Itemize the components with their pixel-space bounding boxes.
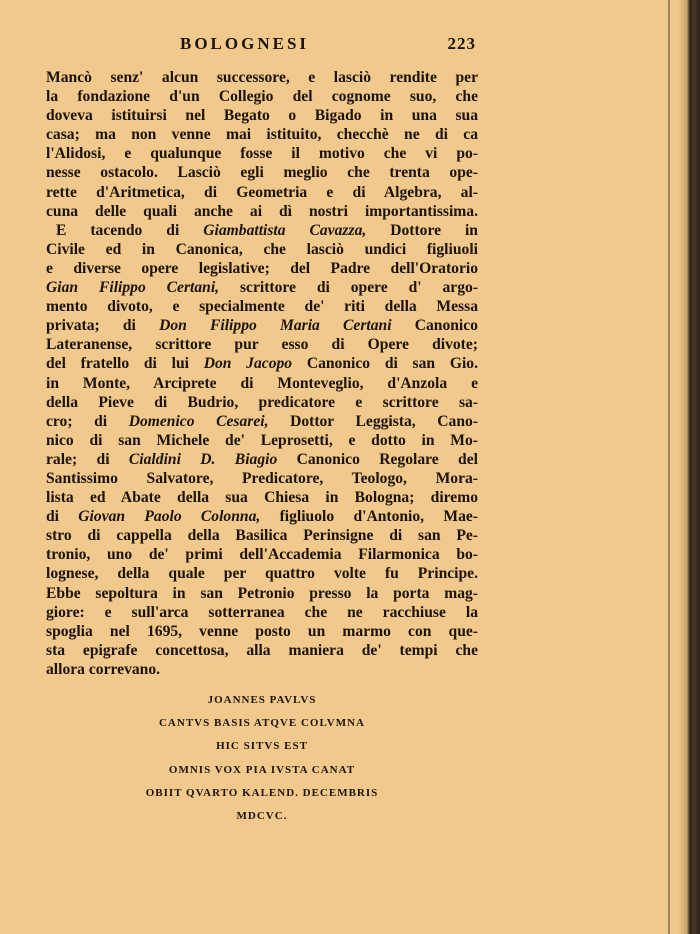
italic-name: Cialdini D. Biagio [128,450,278,468]
text-run: rale; di [46,450,129,468]
text-line [46,335,478,354]
text-run: cuna delle quali anche ai dì nostri importantissima. [46,202,478,220]
text-run: l'Alidosi, e qualunque fosse il motivo che vi po- [46,145,478,163]
text-line [46,68,478,87]
text-run: lista ed Abate della sua Chiesa in Bologna; diremo [46,489,478,507]
text-line [46,259,478,278]
italic-name: Don Filippo Maria Certani [159,317,392,335]
text-line [46,240,478,259]
text-run: spoglia nel 1695, venne posto un marmo con que- [46,622,478,640]
text-line [46,603,478,622]
italic-name: Giambattista Cavazza, [203,221,367,239]
text-run: figliuolo d'Antonio, Mae- [260,508,478,526]
text-line [46,144,478,163]
text-run: allora correvano. [46,660,161,678]
page-fold-line [668,0,670,934]
text-line [46,584,478,603]
text-run: Canonico di san Gio. [292,355,478,373]
epitaph-line: OBIIT QVARTO KALEND. DECEMBRIS [145,786,379,799]
text-line [46,183,478,202]
text-line [46,221,478,240]
text-run: casa; ma non venne mai istituito, checchè ne di ca [46,126,478,144]
epitaph-line: JOANNES PAVLVS [207,694,317,706]
text-run: cro; di [46,412,129,430]
italic-name: Domenico Cesarei, [128,412,269,430]
text-line [46,412,478,431]
text-run: e diverse opere legislative; del Padre dell'Oratorio [46,259,478,277]
epitaph-line: OMNIS VOX PIA IVSTA CANAT [168,763,356,776]
text-run: stro di cappella della Basilica Perinsigne di san Pe- [46,527,478,545]
page-edge [678,0,700,934]
text-run: del fratello di lui [46,355,204,373]
text-run: Canonico [391,317,478,335]
text-run: mento divoto, e specialmente de' riti della Messa [46,298,478,316]
text-line [46,278,478,297]
text-line [46,316,478,335]
text-line [46,163,478,182]
text-run: nico di san Michele de' Leprosetti, e dotto in Mo- [46,431,478,449]
text-run: Dottore in [366,221,478,239]
text-line [46,450,478,469]
text-line [46,488,478,507]
running-title: BOLOGNESI [180,34,310,53]
epitaph-line: CANTVS BASIS ATQVE COLVMNA [158,717,365,730]
text-run: tronio, uno de' primi dell'Accademia Filarmonica bo- [46,546,478,564]
text-run: della Pieve di Budrio, predicatore e scrittore sa- [46,393,478,411]
text-run: scrittore di opere d' argo- [219,279,479,297]
text-run: E tacendo di [56,221,204,239]
text-line [46,202,478,221]
text-run: Ebbe sepoltura in san Petronio presso la porta mag- [46,584,478,602]
text-line [46,622,478,641]
text-run: Mancò senz' alcun successore, e lasciò rendite per [46,69,478,86]
text-line [46,660,478,679]
text-line [46,469,478,488]
text-run: sta epigrafe concettosa, alla maniera de' tempi che [46,641,478,659]
text-run: lognese, della quale per quattro volte fu Principe. [46,565,478,583]
text-run: Dottor Leggista, Cano- [268,412,478,430]
italic-name: Gian Filippo Certani, [46,279,220,297]
epitaph-line: MDCVC. [236,809,288,822]
text-line [46,125,478,144]
text-run: la fondazione d'un Collegio del cognome suo, che [46,88,478,106]
text-run: Santissimo Salvatore, Predicatore, Teologo, Mora- [46,469,478,487]
text-line [46,354,478,373]
text-line [46,106,478,125]
text-run: in Monte, Arciprete di Monteveglio, d'Anzola e [46,374,478,392]
italic-name: Giovan Paolo Colonna, [78,508,261,526]
text-run: doveva istituirsi nel Begato o Bigado in una sua [46,107,478,125]
text-run: rette d'Aritmetica, di Geometria e di Algebra, al- [46,183,478,201]
text-line [46,297,478,316]
page-number: 223 [447,34,476,53]
text-run: Canonico Regolare del [277,450,478,468]
text-run: giore: e sull'arca sotterranea che ne racchiuse la [46,603,478,621]
italic-name: Don Jacopo [203,355,293,373]
page-header [46,34,476,56]
body-text [46,68,478,679]
text-line [46,564,478,583]
text-line [46,431,478,450]
text-run: Civile ed in Canonica, che lasciò undici figliuoli [46,240,478,258]
text-line [46,641,478,660]
text-line [46,87,478,106]
text-run: privata; di [46,317,160,335]
text-run: di [46,508,79,526]
text-line [46,374,478,393]
text-line [46,507,478,526]
text-line [46,545,478,564]
text-line [46,526,478,545]
text-line [46,393,478,412]
text-run: Lateranense, scrittore pur esso di Opere divote; [46,336,478,354]
text-run: nesse ostacolo. Lasciò egli meglio che trenta ope- [46,164,478,182]
epitaph-line: HIC SITVS EST [216,740,308,753]
epitaph-inscription [46,689,478,828]
